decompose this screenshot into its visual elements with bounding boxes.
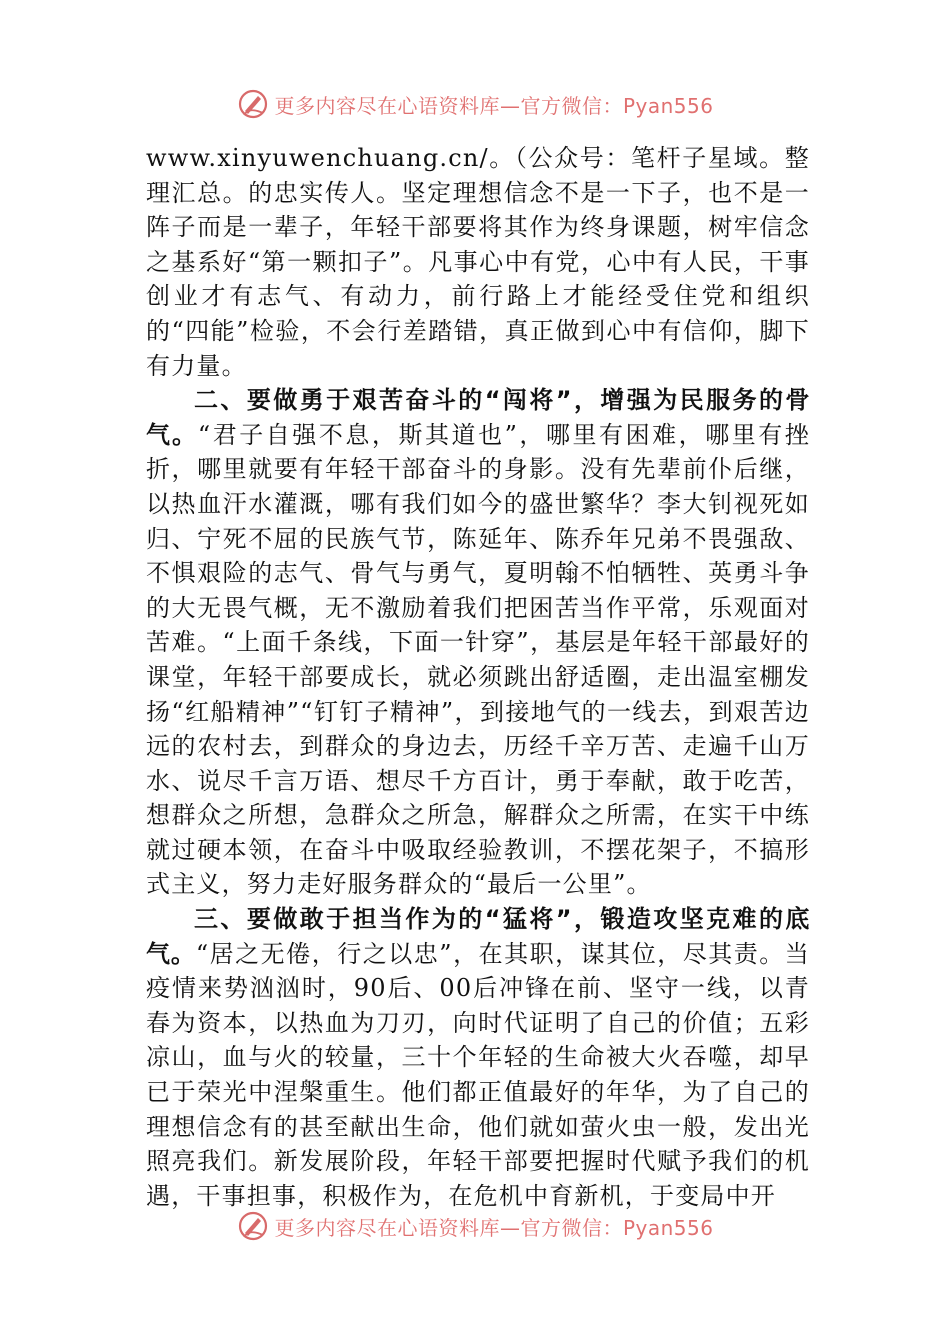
document-body <box>146 141 810 1213</box>
pen-logo-icon <box>236 87 270 121</box>
watermark-text: 更多内容尽在心语资料库—官方微信：Pyan556 <box>274 93 714 118</box>
paragraph-2 <box>146 383 810 902</box>
watermark-text: 更多内容尽在心语资料库—官方微信：Pyan556 <box>274 1215 714 1240</box>
paragraph-1 <box>146 141 810 383</box>
section-heading-2: 二、要做勇于艰苦奋斗的“闯将”，增强为民服务的骨气。 <box>146 386 810 449</box>
paragraph-3 <box>146 902 810 1213</box>
paragraph-1-body: www.xinyuwenchuang.cn/。（公众号：笔杆子星域。整理汇总。的忠实传人。坚定理想信念不是一下子，也不是一阵子而是一辈子，年轻干部要将其作为终身课题，树牢信念之基系好“第一颗扣子”。凡事心中有党，心中有人民，干事创业才有志气、有动力，前行路上才能经受住党和组织的“四能”检验，不会行差踏错，真正做到心中有信仰，脚下有力量。 <box>146 144 810 380</box>
watermark-banner-bottom <box>0 1206 950 1246</box>
section-heading-3: 三、要做敢于担当作为的“猛将”，锻造攻坚克难的底气。 <box>146 905 810 968</box>
watermark-banner-top <box>0 84 950 124</box>
paragraph-2-body: “君子自强不息，斯其道也”，哪里有困难，哪里有挫折，哪里就要有年轻干部奋斗的身影。没有先辈前仆后继，以热血汗水灌溉，哪有我们如今的盛世繁华？李大钊视死如归、宁死不屈的民族气节，陈延年、陈乔年兄弟不畏强敌、不惧艰险的志气、骨气与勇气，夏明翰不怕牺牲、英勇斗争的大无畏气概，无不激励着我们把困苦当作平常，乐观面对苦难。“上面千条线，下面一针穿”，基层是年轻干部最好的课堂，年轻干部要成长，就必须跳出舒适圈，走出温室棚发扬“红船精神”“钉钉子精神”，到接地气的一线去，到艰苦边远的农村去，到群众的身边去，历经千辛万苦、走遍千山万水、说尽千言万语、想尽千方百计，勇于奉献，敢于吃苦，想群众之所想，急群众之所急，解群众之所需，在实干中练就过硬本领，在奋斗中吸取经验教训，不摆花架子，不搞形式主义，努力走好服务群众的“最后一公里”。 <box>146 420 811 899</box>
pen-logo-icon <box>236 1209 270 1243</box>
paragraph-3-body: “居之无倦，行之以忠”，在其职，谋其位，尽其责。当疫情来势汹汹时，90后、00后冲锋在前、坚守一线，以青春为资本，以热血为刀刃，向时代证明了自己的价值；五彩凉山，血与火的较量，三十个年轻的生命被大火吞噬，却早已于荣光中涅槃重生。他们都正值最好的年华，为了自己的理想信念有的甚至献出生命，他们就如萤火虫一般，发出光照亮我们。新发展阶段，年轻干部要把握时代赋予我们的机遇，干事担事，积极作为，在危机中育新机，于变局中开 <box>146 939 810 1210</box>
